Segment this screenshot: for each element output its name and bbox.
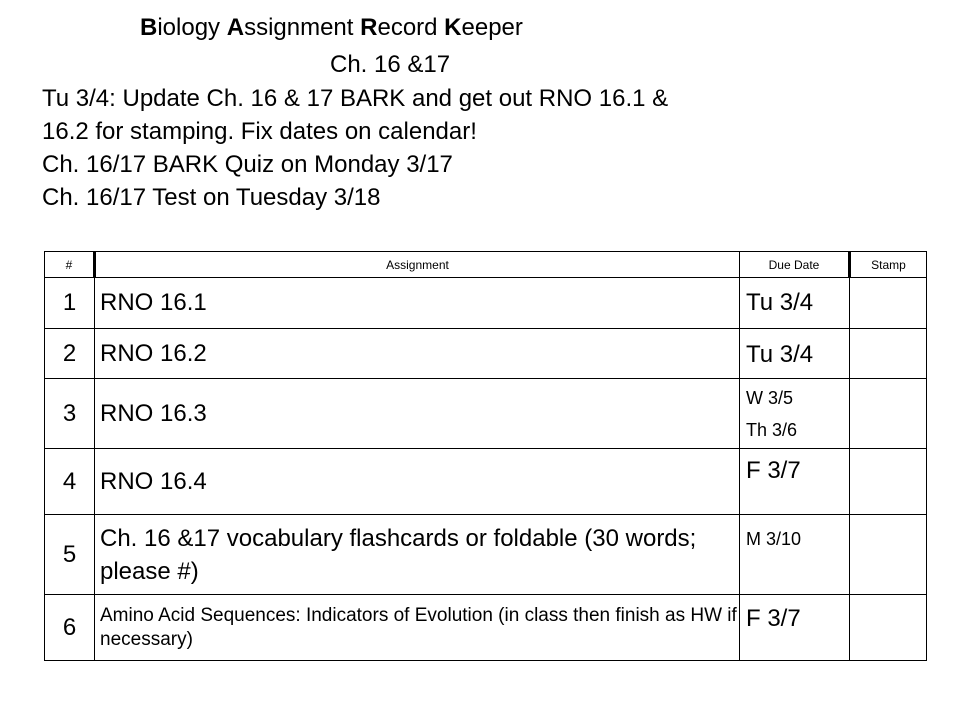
title-word-ssignment: ssignment bbox=[244, 14, 361, 41]
due-date-cell bbox=[740, 329, 850, 379]
header-stamp: Stamp bbox=[850, 252, 927, 278]
assignment-table bbox=[44, 251, 927, 661]
due-date: Tu 3/4 bbox=[746, 289, 814, 316]
header-assignment: Assignment bbox=[95, 252, 740, 278]
stamp-cell[interactable] bbox=[850, 515, 927, 595]
note-line-3: Ch. 16/17 BARK Quiz on Monday 3/17 bbox=[42, 151, 453, 178]
row-number: 3 bbox=[45, 379, 95, 449]
note-line-2: 16.2 for stamping. Fix dates on calendar! bbox=[42, 118, 477, 145]
title-initial-b: B bbox=[140, 14, 158, 41]
assignment-cell: RNO 16.3 bbox=[95, 379, 740, 449]
assignment-cell: Ch. 16 &17 vocabulary flashcards or foldable (30 words; please #) bbox=[95, 515, 740, 595]
assignment-cell: RNO 16.2 bbox=[95, 329, 740, 379]
row-number: 1 bbox=[45, 278, 95, 329]
header-due-date: Due Date bbox=[740, 252, 850, 278]
page-title bbox=[0, 14, 960, 42]
table-row bbox=[45, 595, 927, 661]
title-initial-a: A bbox=[226, 14, 245, 41]
assignment-cell: Amino Acid Sequences: Indicators of Evolution (in class then finish as HW if necessary) bbox=[95, 595, 740, 661]
note-line-4: Ch. 16/17 Test on Tuesday 3/18 bbox=[42, 184, 381, 211]
header-num: # bbox=[45, 252, 95, 278]
due-date: Th 3/6 bbox=[746, 419, 798, 440]
stamp-cell[interactable] bbox=[850, 595, 927, 661]
title-word-iology: iology bbox=[157, 14, 227, 41]
due-date-cell bbox=[740, 595, 850, 661]
table-row bbox=[45, 379, 927, 449]
table-row bbox=[45, 449, 927, 515]
due-date: Tu 3/4 bbox=[746, 341, 814, 368]
due-date-cell bbox=[740, 379, 850, 449]
table-row bbox=[45, 278, 927, 329]
assignment-cell: RNO 16.1 bbox=[95, 278, 740, 329]
note-line-1: Tu 3/4: Update Ch. 16 & 17 BARK and get out RNO 16.1 & bbox=[42, 85, 669, 112]
row-number: 2 bbox=[45, 329, 95, 379]
stamp-cell[interactable] bbox=[850, 449, 927, 515]
stamp-cell[interactable] bbox=[850, 329, 927, 379]
due-date-cell bbox=[740, 449, 850, 515]
title-word-eeper: eeper bbox=[461, 14, 523, 41]
due-date: W 3/5 bbox=[746, 387, 794, 408]
due-date-cell bbox=[740, 515, 850, 595]
chapter-subtitle: Ch. 16 &17 bbox=[330, 51, 451, 78]
due-date: M 3/10 bbox=[746, 529, 802, 549]
due-date: F 3/7 bbox=[746, 457, 801, 484]
table-header-row bbox=[45, 252, 927, 278]
due-date: F 3/7 bbox=[746, 605, 801, 632]
stamp-cell[interactable] bbox=[850, 379, 927, 449]
assignment-cell: RNO 16.4 bbox=[95, 449, 740, 515]
row-number: 4 bbox=[45, 449, 95, 515]
notes-block bbox=[42, 82, 668, 214]
due-date-cell bbox=[740, 278, 850, 329]
title-initial-k: K bbox=[444, 14, 462, 41]
row-number: 6 bbox=[45, 595, 95, 661]
stamp-cell[interactable] bbox=[850, 278, 927, 329]
title-initial-r: R bbox=[360, 14, 378, 41]
table-row bbox=[45, 515, 927, 595]
table-row bbox=[45, 329, 927, 379]
row-number: 5 bbox=[45, 515, 95, 595]
title-word-ecord: ecord bbox=[377, 14, 445, 41]
